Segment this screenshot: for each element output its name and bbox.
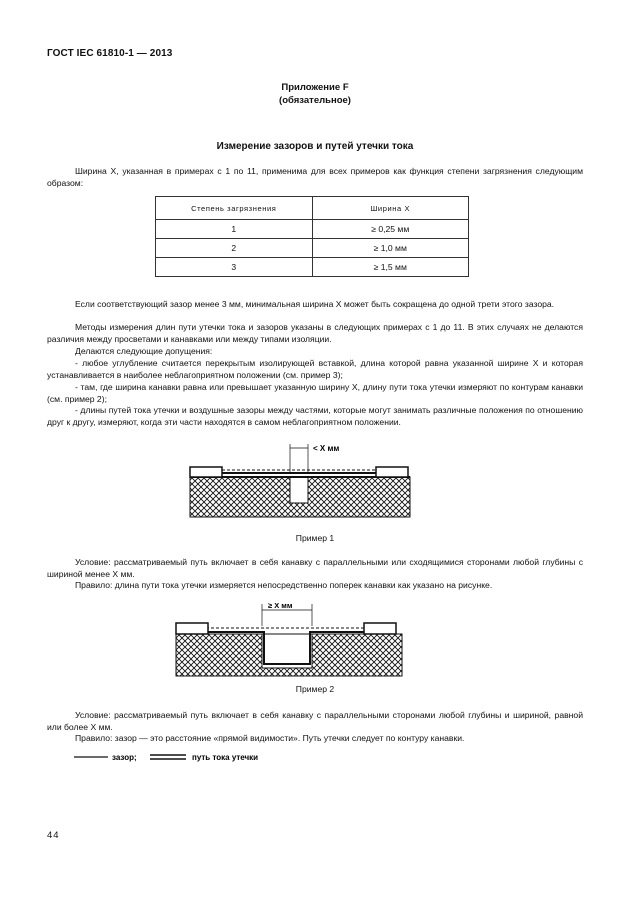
legend bbox=[74, 750, 274, 764]
paragraph-4: - любое углубление считается перекрытым изолирующей вставкой, длина которой равна указанной ширине X и которая устанавливается в наиболее неблагоприятном положении (см. пример 3); bbox=[47, 358, 583, 380]
table-cell: 2 bbox=[156, 239, 313, 258]
table-cell: ≥ 1,0 мм bbox=[312, 239, 469, 258]
example-2-dimension-label: ≥ X мм bbox=[268, 601, 293, 610]
example-2-caption: Пример 2 bbox=[295, 684, 335, 694]
annex-title: Приложение F bbox=[281, 82, 349, 93]
table-row bbox=[156, 220, 469, 239]
example-1-caption: Пример 1 bbox=[295, 533, 335, 543]
page-number: 44 bbox=[47, 830, 60, 841]
section-title: Измерение зазоров и путей утечки тока bbox=[216, 141, 414, 152]
table-cell: ≥ 0,25 мм bbox=[312, 220, 469, 239]
legend-gap-label: зазор; bbox=[112, 753, 137, 762]
example-1-rule: Правило: длина пути тока утечки измеряется непосредственно поперек канавки как указано на рисунке. bbox=[75, 580, 493, 590]
left-conductor bbox=[190, 467, 222, 477]
paragraph-3: Делаются следующие допущения: bbox=[75, 346, 213, 356]
groove bbox=[262, 634, 312, 668]
table-row bbox=[156, 239, 469, 258]
example-2-figure bbox=[170, 596, 410, 680]
annex-subtitle: (обязательное) bbox=[279, 95, 351, 106]
legend-creepage-label: путь тока утечки bbox=[192, 753, 259, 762]
right-conductor bbox=[364, 623, 396, 634]
table-header-cell: Ширина X bbox=[312, 197, 469, 220]
example-1-dimension-label: < X мм bbox=[313, 444, 340, 453]
right-conductor bbox=[376, 467, 408, 477]
paragraph-6: - длины путей тока утечки и воздушные зазоры между частями, которые могут занимать различные положения по отношению друг к другу, измеряют, когда эти части находятся в самом неблагоприятном положении. bbox=[47, 405, 583, 427]
left-conductor bbox=[176, 623, 208, 634]
intro-paragraph: Ширина X, указанная в примерах с 1 по 11, применима для всех примеров как функция степени загрязнения следующим образом: bbox=[47, 166, 583, 188]
table-header-cell: Степень загрязнения bbox=[156, 197, 313, 220]
table-header-row bbox=[156, 197, 469, 220]
table-cell: ≥ 1,5 мм bbox=[312, 258, 469, 277]
table-cell: 1 bbox=[156, 220, 313, 239]
groove bbox=[290, 477, 308, 503]
example-1-figure bbox=[180, 436, 420, 522]
table-row bbox=[156, 258, 469, 277]
paragraph-5: - там, где ширина канавки равна или превышает указанную ширину X, длину пути тока утечки измеряют по контурам канавки (см. пример 2); bbox=[47, 382, 583, 404]
paragraph-2: Методы измерения длин пути утечки тока и зазоров указаны в следующих примерах с 1 до 11. В этих случаях не делаются различия между просветами и канавками или между типами изоляции. bbox=[47, 322, 583, 344]
paragraph-1: Если соответствующий зазор менее 3 мм, минимальная ширина X может быть сокращена до одной трети этого зазора. bbox=[75, 299, 555, 309]
pollution-degree-table bbox=[155, 196, 469, 277]
example-2-condition: Условие: рассматриваемый путь включает в себя канавку с параллельными сторонами любой глубины и шириной, равной или более X мм. bbox=[47, 710, 583, 732]
example-1-condition: Условие: рассматриваемый путь включает в себя канавку с параллельными или сходящимися сторонами любой глубины с шириной менее X мм. bbox=[47, 557, 583, 579]
example-2-rule: Правило: зазор — это расстояние «прямой видимости». Путь утечки следует по контуру канавки. bbox=[75, 733, 465, 743]
document-code: ГОСТ IEC 61810-1 — 2013 bbox=[47, 48, 173, 59]
table-cell: 3 bbox=[156, 258, 313, 277]
